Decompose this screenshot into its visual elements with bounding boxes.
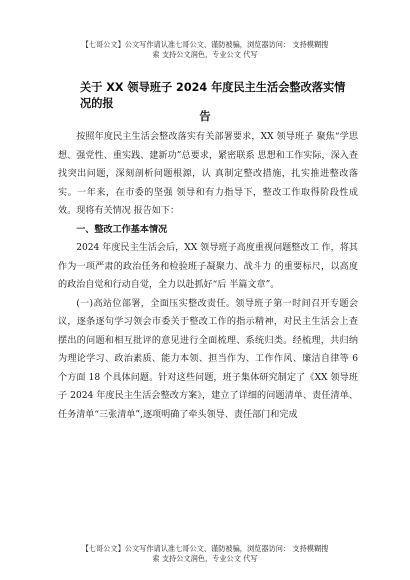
section-paragraph: 2024 年度民主生活会后，XX 领导班子高度重视问题整改工 作，将其作为一项严肃的政治任务和检验班子凝聚力、战斗力 的重要标尺，以高度的政治自觉和行动自觉，全力以赴抓好“后 半篇文章”。: [58, 243, 358, 290]
banner-line: 【七哥公文】公文写作请认准七哥公文、谨防被骗，浏览器访问： 支持模糊搜: [81, 544, 329, 553]
section-heading: 一、整改工作基本情况: [76, 224, 168, 235]
banner-line: 【七哥公文】公文写作请认准七哥公文、谨防被骗，浏览器访问： 支持模糊搜: [81, 40, 329, 49]
intro-paragraph: 按照年度民主生活会整改落实有关部署要求，XX 领导班子 聚焦“学思想、强党性、重实践、建新功”总要求，紧密联系 思想和工作实际，深入查找突出问题，深刻剖析问题根源，认 真制定整改措施，扎实推进整改落实。一年来，在市委的坚强 领导和有力指导下，整改工作取得阶段性成效。现将有关情况 报告如下：: [58, 132, 358, 216]
watermark-banner-bottom: [0, 544, 410, 564]
banner-line: 索 支持公文润色，专业公文 代写: [152, 554, 258, 563]
document-title: 关于 XX 领导班子 2024 年度民主生活会整改落实情况的报: [80, 81, 346, 110]
banner-line: 索 支持公文润色，专业公文 代写: [152, 50, 258, 59]
watermark-banner-top: [0, 40, 410, 60]
document-body: [58, 128, 358, 424]
document-title-tail: 告: [199, 110, 211, 123]
subsection-paragraph: (一)高站位部署，全面压实整改责任。领导班子第一时间召开专题会议，逐条逐句学习领会市委关于整改工作的指示精神，对民主生活会上查摆出的问题和相互批评的意见进行全面梳理、系统归类。经梳理，共归纳为理论学习、政治素质、能力本领、担当作为、工作作风、廉洁自律等 6 个方面 18 个具体问题。针对这些问题，班子集体研究制定了《XX 领导班子 2024 年度民主生活会整改方案》，建立了详细的问题清单、责任清单、任务清单“三张清单”,逐项明确了牵头领导、责任部门和完成: [58, 298, 358, 420]
